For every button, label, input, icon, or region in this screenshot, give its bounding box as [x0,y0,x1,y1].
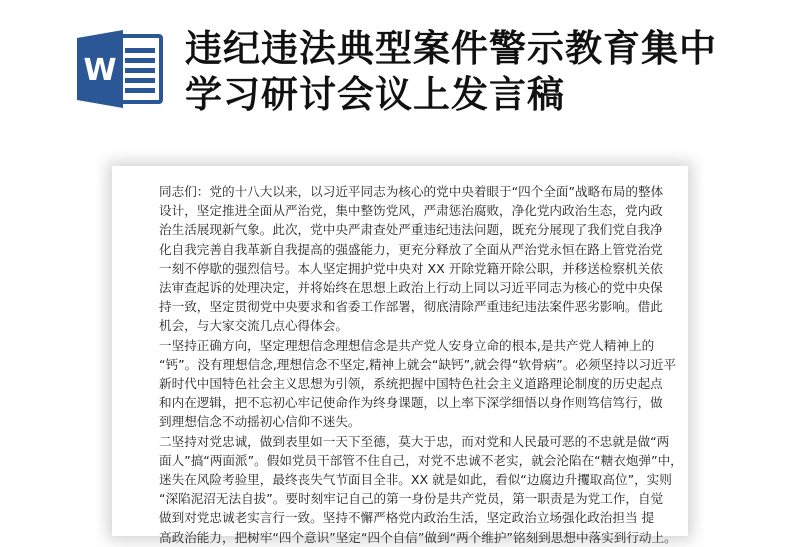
document-line: “钙”。没有理想信念,理想信念不坚定,精神上就会“缺钙”,就会得“软骨病”。必须坚持以习近平 [159,356,677,372]
svg-text:W: W [83,53,117,88]
document-line: 到理想信念不动摇初心信仰不迷失。 [159,414,361,430]
document-line: 一刻不停歇的强烈信号。本人坚定拥护党中央对 XX 开除党籍开除公职，并移送检察机关依 [159,260,663,276]
document-page [112,166,688,545]
document-line: 和内在逻辑，把不忘初心牢记使命作为终身课题，以上率下深学细悟以身作则笃信笃行，做 [159,395,663,411]
document-line: 持一致，坚定贯彻党中央要求和省委工作部署，彻底清除严重违纪违法案件恶劣影响。借此 [159,299,663,315]
document-line: 机会，与大家交流几点心得体会。 [159,318,348,334]
word-document-icon [75,28,165,110]
document-line: 做到对党忠诚老实言行一致。坚持不懈严格党内政治生活，坚定政治立场强化政治担当 提 [159,510,655,526]
document-line: 面人”搞“两面派”。假如党员干部管不住自己，对党不忠诚不老实，就会沦陷在“糖衣炮弹”中， [159,452,683,468]
page-title [185,26,745,118]
document-line: 设计，坚定推进全面从严治党，集中整饬党风，严肃惩治腐败，净化党内政治生态，党内政 [159,203,663,219]
title-line-1: 违纪违法典型案件警示教育集中 [185,27,717,70]
document-line: 新时代中国特色社会主义思想为引领，系统把握中国特色社会主义道路理论制度的历史起点 [159,376,663,392]
document-body [159,182,683,547]
document-line: 迷失在风险考验里，最终丧失气节面目全非。XX 就是如此，看似“边腐边升攫取高位”，实则 [159,472,672,488]
document-line: “深陷泥沼无法自拔”。要时刻牢记自己的第一身份是共产党员，第一职责是为党工作，自觉 [159,491,664,507]
document-line: 化自我完善自我革新自我提高的强盛能力，更充分释放了全面从严治党永恒在路上管党治党 [159,241,663,257]
document-line: 二坚持对党忠诚，做到表里如一天下至德，莫大于忠，而对党和人民最可恶的不忠就是做“两 [159,433,670,449]
document-line: 高政治能力，把树牢“四个意识”坚定“四个自信”做到“两个维护”铭刻到思想中落实到行动上。 [159,529,677,545]
document-line: 法审查起诉的处理决定，并将始终在思想上政治上行动上同以习近平同志为核心的党中央保 [159,280,663,296]
word-logo-icon [75,28,165,110]
document-line: 同志们：党的十八大以来，以习近平同志为核心的党中央着眼于“四个全面”战略布局的整体 [159,184,664,199]
document-line: 治生活展现新气象。此次，党中央严肃查处严重违纪违法问题，既充分展现了我们党自我净 [159,222,663,238]
title-line-2: 学习研讨会议上发言稿 [185,73,565,116]
document-line: 一坚持正确方向，坚定理想信念理想信念是共产党人安身立命的根本,是共产党人精神上的 [159,337,655,353]
